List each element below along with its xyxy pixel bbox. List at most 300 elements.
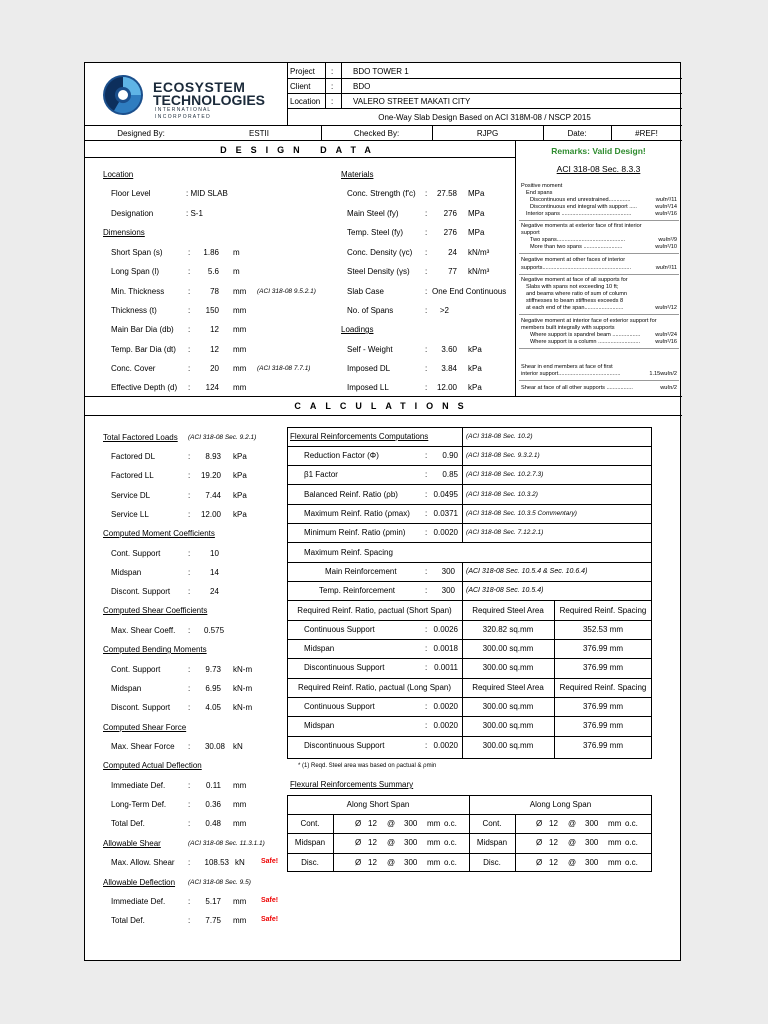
calc-unit: kN-m	[233, 703, 253, 712]
coeff-line: End spans	[526, 190, 553, 196]
coeff-line: Negative moment at face of all supports for	[521, 277, 628, 283]
client-label: Client	[290, 82, 311, 91]
summary-bar-symbol: Ø	[536, 819, 543, 828]
coeff-formula: wuℓn/2	[660, 385, 677, 391]
req-area: 300.00 sq.mm	[482, 644, 534, 653]
design-sheet	[84, 62, 681, 961]
calc-sep: :	[188, 471, 191, 480]
summary-oc: o.c.	[625, 858, 638, 867]
flexural-computations-ref: (ACI 318-08 Sec. 10.2)	[466, 433, 533, 440]
calc-unit: mm	[233, 819, 247, 828]
summary-spacing: 300	[404, 858, 418, 867]
steel-area-footnote: * (1) Reqd. Steel area was based on ρactual & ρmin	[298, 763, 437, 769]
short-span-spacing-header: Required Reinf. Spacing	[559, 606, 647, 615]
coeff-formula: wuℓn²/11	[655, 265, 677, 271]
allowable-shear-ref: (ACI 318-08 Sec. 11.3.1.1)	[188, 840, 265, 847]
calc-value: 5.17	[205, 897, 221, 906]
load-sep: :	[425, 345, 428, 354]
floor-level-label: Floor Level	[111, 189, 151, 198]
materials-heading: Materials	[341, 170, 374, 179]
summary-mm: mm	[608, 858, 622, 867]
req-sep: :	[425, 721, 428, 730]
calc-sep: :	[188, 491, 191, 500]
flex-value: 0.0495	[433, 490, 458, 499]
calc-value: 7.75	[205, 916, 221, 925]
designed-by-value: ESTII	[248, 129, 269, 138]
coeff-line: Shear at face of all other supports .................	[521, 385, 633, 391]
short-span-area-header: Required Steel Area	[472, 606, 544, 615]
dim-sep: :	[188, 287, 191, 296]
mat-value: 27.58	[436, 189, 457, 198]
calc-label: Immediate Def.	[111, 781, 166, 790]
flex-label: Main Reinforcement	[325, 567, 397, 576]
flex-label: Balanced Reinf. Ratio (ρb)	[304, 490, 398, 499]
checked-by-label: Checked By:	[353, 129, 400, 138]
mat-label: No. of Spans	[347, 306, 394, 315]
actual-deflection-heading: Computed Actual Deflection	[103, 761, 202, 770]
allowable-deflection-ref: (ACI 318-08 Sec. 9.5)	[188, 879, 251, 886]
flex-value: 0.0371	[433, 509, 458, 518]
req-spacing: 376.99 mm	[582, 663, 624, 672]
calc-value: 0.36	[205, 800, 221, 809]
summary-spacing: 300	[404, 819, 418, 828]
flex-value: 300	[441, 567, 455, 576]
max-reinf-spacing-label: Maximum Reinf. Spacing	[304, 548, 393, 557]
coeff-line: Positive moment	[521, 183, 563, 189]
flexural-computations-heading: Flexural Reinforcements Computations	[290, 432, 429, 441]
summary-bar-symbol: Ø	[355, 819, 362, 828]
calc-label: Discont. Support	[111, 703, 171, 712]
summary-short-span-header: Along Short Span	[346, 800, 410, 809]
ecosystem-logo-icon	[101, 73, 145, 117]
calc-sep: :	[188, 742, 191, 751]
dim-label: Thickness (t)	[111, 306, 157, 315]
coeff-line: interior support........................................	[521, 371, 621, 377]
calc-sep: :	[188, 684, 191, 693]
dim-label: Short Span (s)	[111, 248, 163, 257]
flex-label: Minimum Reinf. Ratio (ρmin)	[304, 528, 406, 537]
calc-value: 4.05	[205, 703, 221, 712]
flex-value: 300	[441, 586, 455, 595]
summary-bar-dia: 12	[549, 819, 558, 828]
calc-unit: mm	[233, 781, 247, 790]
calc-sep: :	[188, 897, 191, 906]
company-name-line1: ECOSYSTEM	[153, 79, 246, 95]
summary-mm: mm	[608, 838, 622, 847]
flex-sep: :	[425, 451, 428, 460]
company-logo	[101, 73, 287, 119]
calc-unit: kN	[233, 742, 243, 751]
long-span-ratio-header: Required Reinf. Ratio, ρactual (Long Span)	[297, 683, 452, 692]
dim-sep: :	[188, 325, 191, 334]
mat-sep: :	[425, 248, 428, 257]
mat-value: 24	[448, 248, 457, 257]
flex-value: 0.90	[442, 451, 458, 460]
coeff-formula: wuℓn²/16	[655, 211, 677, 217]
calc-value: 19.20	[200, 471, 221, 480]
mat-label: Main Steel (fy)	[347, 209, 399, 218]
calc-unit: kPa	[233, 471, 247, 480]
req-spacing: 376.99 mm	[582, 741, 624, 750]
coeff-line: members built integrally with supports	[521, 325, 615, 331]
summary-bar-dia: 12	[368, 819, 377, 828]
coeff-formula: 1.15wuℓn/2	[649, 371, 677, 377]
calc-value: 108.53	[204, 858, 229, 867]
client-value: BDO	[353, 82, 371, 91]
calc-value: 12.00	[200, 510, 221, 519]
req-spacing: 376.99 mm	[582, 721, 624, 730]
coeff-formula: wuℓn²/16	[655, 339, 677, 345]
dim-ref: (ACI 318-08 9.5.2.1)	[257, 288, 316, 295]
coeff-line: and beams where ratio of sum of column	[526, 291, 628, 297]
coeff-formula: wuℓn²/12	[655, 305, 677, 311]
coeff-line: Where support is a column ...........................	[530, 339, 641, 345]
coeff-line: Shear in end members at face of first	[521, 364, 613, 370]
req-sep: :	[425, 625, 428, 634]
req-area: 320.82 sq.mm	[482, 625, 534, 634]
calc-sep: :	[188, 665, 191, 674]
dim-unit: mm	[233, 383, 247, 392]
calc-sep: :	[188, 916, 191, 925]
calc-label: Factored DL	[111, 452, 156, 461]
total-factored-loads-ref: (ACI 318-08 Sec. 9.2.1)	[188, 434, 257, 441]
calc-sep: :	[188, 858, 191, 867]
dim-value: 150	[205, 306, 219, 315]
coeff-line: support	[521, 230, 540, 236]
mat-label: Steel Density (γs)	[347, 267, 410, 276]
load-value: 12.00	[436, 383, 457, 392]
mat-unit: MPa	[468, 209, 485, 218]
summary-spacing: 300	[585, 819, 599, 828]
calc-sep: :	[188, 452, 191, 461]
flex-label: Maximum Reinf. Ratio (ρmax)	[304, 509, 410, 518]
dim-value: 1.86	[203, 248, 219, 257]
req-label: Discontinuous Support	[304, 663, 385, 672]
dim-value: 12	[210, 325, 219, 334]
summary-bar-dia: 12	[549, 858, 558, 867]
dim-ref: (ACI 318-08 7.7.1)	[257, 365, 311, 372]
load-label: Self - Weight	[347, 345, 393, 354]
summary-long-label: Cont.	[482, 819, 502, 828]
calc-unit: mm	[233, 916, 247, 925]
coeff-formula: wuℓn²/24	[655, 332, 677, 338]
calc-sep: :	[188, 800, 191, 809]
calc-label: Service LL	[111, 510, 149, 519]
load-sep: :	[425, 383, 428, 392]
req-spacing: 376.99 mm	[582, 702, 624, 711]
project-label: Project	[290, 67, 315, 76]
date-value: #REF!	[635, 129, 658, 138]
coeff-line: Interior spans .............................................	[526, 211, 632, 217]
summary-oc: o.c.	[444, 838, 457, 847]
company-name-line4: I N C O R P O R A T E D	[155, 114, 210, 120]
req-sep: :	[425, 702, 428, 711]
calc-label: Immediate Def.	[111, 897, 166, 906]
dim-unit: mm	[233, 306, 247, 315]
dim-value: 124	[205, 383, 219, 392]
long-span-area-header: Required Steel Area	[472, 683, 544, 692]
summary-at: @	[568, 858, 577, 867]
summary-oc: o.c.	[625, 819, 638, 828]
calc-unit: mm	[233, 800, 247, 809]
mat-label: Slab Case	[347, 287, 384, 296]
calc-label: Max. Shear Coeff.	[111, 626, 176, 635]
summary-mm: mm	[608, 819, 622, 828]
designation-value: : S-1	[186, 209, 203, 218]
designed-by-label: Designed By:	[117, 129, 165, 138]
req-area: 300.00 sq.mm	[482, 741, 534, 750]
calc-label: Discont. Support	[111, 587, 171, 596]
calc-label: Service DL	[111, 491, 151, 500]
dim-sep: :	[188, 248, 191, 257]
summary-bar-symbol: Ø	[355, 858, 362, 867]
loadings-heading: Loadings	[341, 325, 374, 334]
calc-unit: kN-m	[233, 684, 253, 693]
summary-oc: o.c.	[625, 838, 638, 847]
dim-label: Effective Depth (d)	[111, 383, 178, 392]
coeff-formula: wuℓn²/10	[655, 244, 677, 250]
calc-unit: kPa	[233, 452, 247, 461]
coeff-line: Negative moment at other faces of interior	[521, 257, 626, 263]
project-value: BDO TOWER 1	[353, 67, 409, 76]
calc-unit: kN-m	[233, 665, 253, 674]
mat-value: One End Continuous	[432, 287, 507, 296]
flex-label: Reduction Factor (Φ)	[304, 451, 379, 460]
calc-label: Max. Allow. Shear	[111, 858, 175, 867]
load-label: Imposed LL	[347, 383, 389, 392]
flex-sep: :	[425, 470, 428, 479]
calc-value: 0.11	[206, 781, 221, 790]
calc-sep: :	[188, 510, 191, 519]
summary-spacing: 300	[585, 838, 599, 847]
coeff-line: Negative moment at interior face of exterior support for	[521, 318, 657, 324]
summary-at: @	[387, 858, 396, 867]
calc-unit: kPa	[233, 491, 247, 500]
flex-ref: (ACI 318-08 Sec. 10.3.5 Commentary)	[466, 510, 577, 517]
calc-sep: :	[188, 703, 191, 712]
req-label: Midspan	[304, 644, 335, 653]
mat-value: >2	[439, 306, 449, 315]
req-sep: :	[425, 741, 428, 750]
req-sep: :	[425, 644, 428, 653]
location-sep: :	[331, 97, 334, 106]
coeff-line: Negative moments at exterior face of first interior	[521, 223, 642, 229]
allowable-shear-heading: Allowable Shear	[103, 839, 161, 848]
mat-sep: :	[425, 228, 428, 237]
dim-label: Temp. Bar Dia (dt)	[111, 345, 176, 354]
flex-sep: :	[425, 509, 428, 518]
allowable-deflection-heading: Allowable Deflection	[103, 878, 176, 887]
dim-sep: :	[188, 364, 191, 373]
summary-at: @	[387, 838, 396, 847]
mat-unit: kN/m³	[468, 248, 490, 257]
load-value: 3.84	[441, 364, 457, 373]
summary-mm: mm	[427, 838, 441, 847]
dim-value: 78	[210, 287, 219, 296]
short-span-ratio-header: Required Reinf. Ratio, ρactual (Short Span)	[297, 606, 452, 615]
mat-label: Conc. Strength (f'c)	[347, 189, 416, 198]
mat-label: Temp. Steel (fy)	[347, 228, 404, 237]
summary-bar-dia: 12	[368, 838, 377, 847]
summary-mm: mm	[427, 819, 441, 828]
coeff-line: stiffnesses to beam stiffness exceeds 8	[526, 298, 624, 304]
summary-bar-symbol: Ø	[536, 838, 543, 847]
coeff-formula: wuℓn²/14	[655, 204, 677, 210]
mat-label: Conc. Density (γc)	[347, 248, 413, 257]
summary-at: @	[568, 819, 577, 828]
coeff-line: Discontinuous end unrestrained..............	[530, 197, 631, 203]
mat-sep: :	[425, 267, 428, 276]
flex-ref: (ACI 318-08 Sec. 7.12.2.1)	[466, 529, 544, 536]
calc-value: 30.08	[204, 742, 225, 751]
flexural-summary-heading: Flexural Reinforcements Summary	[290, 780, 414, 789]
coeff-line: supports.........................................................	[521, 265, 632, 271]
location-label: Location	[290, 97, 321, 106]
summary-bar-dia: 12	[549, 838, 558, 847]
calc-label: Max. Shear Force	[111, 742, 175, 751]
calc-value: 0.575	[204, 626, 225, 635]
coeff-formula: wuℓn²/9	[658, 237, 677, 243]
req-sep: :	[425, 663, 428, 672]
req-ratio: 0.0018	[433, 644, 458, 653]
calc-label: Factored LL	[111, 471, 154, 480]
dim-sep: :	[188, 267, 191, 276]
req-ratio: 0.0011	[434, 663, 458, 672]
req-ratio: 0.0026	[433, 625, 458, 634]
safe-status-badge: Safe!	[261, 897, 279, 904]
load-sep: :	[425, 364, 428, 373]
calc-value: 24	[210, 587, 219, 596]
dim-unit: mm	[233, 364, 247, 373]
floor-level-value: : MID SLAB	[186, 189, 228, 198]
flex-sep: :	[425, 490, 428, 499]
summary-short-label: Disc.	[301, 858, 319, 867]
dim-sep: :	[188, 383, 191, 392]
calc-sep: :	[188, 626, 191, 635]
dim-label: Main Bar Dia (db)	[111, 325, 174, 334]
calc-label: Midspan	[111, 684, 142, 693]
bending-moments-heading: Computed Bending Moments	[103, 645, 207, 654]
dim-unit: mm	[233, 345, 247, 354]
mat-value: 276	[443, 209, 457, 218]
flex-value: 0.85	[442, 470, 458, 479]
calc-unit: kPa	[233, 510, 247, 519]
calc-sep: :	[188, 819, 191, 828]
flex-label: Temp. Reinforcement	[319, 586, 396, 595]
calc-label: Total Def.	[111, 916, 145, 925]
design-data-heading: DESIGN DATA	[220, 145, 380, 155]
dim-label: Min. Thickness	[111, 287, 165, 296]
flex-label: β1 Factor	[304, 470, 338, 479]
calc-label: Cont. Support	[111, 665, 161, 674]
flex-sep: :	[425, 567, 428, 576]
flex-sep: :	[425, 586, 428, 595]
calc-label: Total Def.	[111, 819, 145, 828]
load-unit: kPa	[468, 364, 482, 373]
flex-ref: (ACI 318-08 Sec. 10.5.4 & Sec. 10.6.4)	[466, 568, 588, 575]
calc-unit: kN	[235, 858, 245, 867]
long-span-spacing-header: Required Reinf. Spacing	[559, 683, 647, 692]
document-subtitle: One-Way Slab Design Based on ACI 318M-08 / NSCP 2015	[378, 113, 591, 122]
location-value: VALERO STREET MAKATI CITY	[353, 97, 471, 106]
mat-value: 77	[448, 267, 457, 276]
dim-sep: :	[188, 306, 191, 315]
dim-label: Conc. Cover	[111, 364, 156, 373]
flex-ref: (ACI 318-08 Sec. 9.3.2.1)	[466, 452, 540, 459]
total-factored-loads-heading: Total Factored Loads	[103, 433, 178, 442]
calc-sep: :	[188, 568, 191, 577]
calc-value: 0.48	[205, 819, 221, 828]
dim-value: 12	[210, 345, 219, 354]
coeff-line: Two spans............................................	[530, 237, 626, 243]
req-spacing: 352.53 mm	[582, 625, 624, 634]
dim-value: 20	[210, 364, 219, 373]
mat-unit: MPa	[468, 228, 485, 237]
req-area: 300.00 sq.mm	[482, 663, 534, 672]
load-unit: kPa	[468, 345, 482, 354]
calc-unit: mm	[233, 897, 247, 906]
summary-long-label: Disc.	[483, 858, 501, 867]
summary-oc: o.c.	[444, 858, 457, 867]
coeff-line: More than two spans .........................	[530, 244, 623, 250]
dim-unit: m	[233, 248, 240, 257]
company-name-line2: TECHNOLOGIES	[153, 92, 266, 108]
calc-value: 14	[210, 568, 219, 577]
dim-unit: mm	[233, 287, 247, 296]
calc-value: 9.73	[205, 665, 221, 674]
req-ratio: 0.0020	[433, 741, 458, 750]
req-area: 300.00 sq.mm	[482, 721, 534, 730]
checked-by-value: RJPG	[476, 129, 499, 138]
dim-value: 5.6	[207, 267, 219, 276]
summary-long-span-header: Along Long Span	[529, 800, 592, 809]
client-sep: :	[331, 82, 334, 91]
coeff-line: Slabs with spans not exceeding 10 ft;	[526, 284, 619, 290]
dim-unit: mm	[233, 325, 247, 334]
flex-value: 0.0020	[433, 528, 458, 537]
summary-at: @	[568, 838, 577, 847]
moment-coeff-title: ACI 318-08 Sec. 8.3.3	[556, 164, 641, 174]
shear-force-heading: Computed Shear Force	[103, 723, 187, 732]
req-label: Midspan	[304, 721, 335, 730]
summary-short-label: Cont.	[300, 819, 320, 828]
calc-sep: :	[188, 587, 191, 596]
summary-spacing: 300	[404, 838, 418, 847]
mat-unit: MPa	[468, 189, 485, 198]
remarks-text: Remarks: Valid Design!	[551, 146, 646, 156]
summary-long-label: Midspan	[476, 838, 508, 847]
summary-spacing: 300	[585, 858, 599, 867]
mat-sep: :	[425, 306, 428, 315]
flex-ref: (ACI 318-08 Sec. 10.5.4)	[466, 587, 544, 594]
dimensions-heading: Dimensions	[103, 228, 145, 237]
moment-coefficients-heading: Computed Moment Coefficients	[103, 529, 215, 538]
mat-sep: :	[425, 209, 428, 218]
mat-value: 276	[443, 228, 457, 237]
calc-value: 8.93	[205, 452, 221, 461]
calc-label: Midspan	[111, 568, 142, 577]
req-label: Continuous Support	[304, 625, 375, 634]
coeff-line: Discontinuous end integral with support .....	[530, 204, 637, 210]
req-label: Discontinuous Support	[304, 741, 385, 750]
req-ratio: 0.0020	[433, 702, 458, 711]
calculations-heading: CALCULATIONS	[294, 401, 473, 411]
coeff-formula: wuℓn²/11	[655, 197, 677, 203]
summary-bar-symbol: Ø	[536, 858, 543, 867]
flex-sep: :	[425, 528, 428, 537]
calc-label: Cont. Support	[111, 549, 161, 558]
location-heading: Location	[103, 170, 134, 179]
